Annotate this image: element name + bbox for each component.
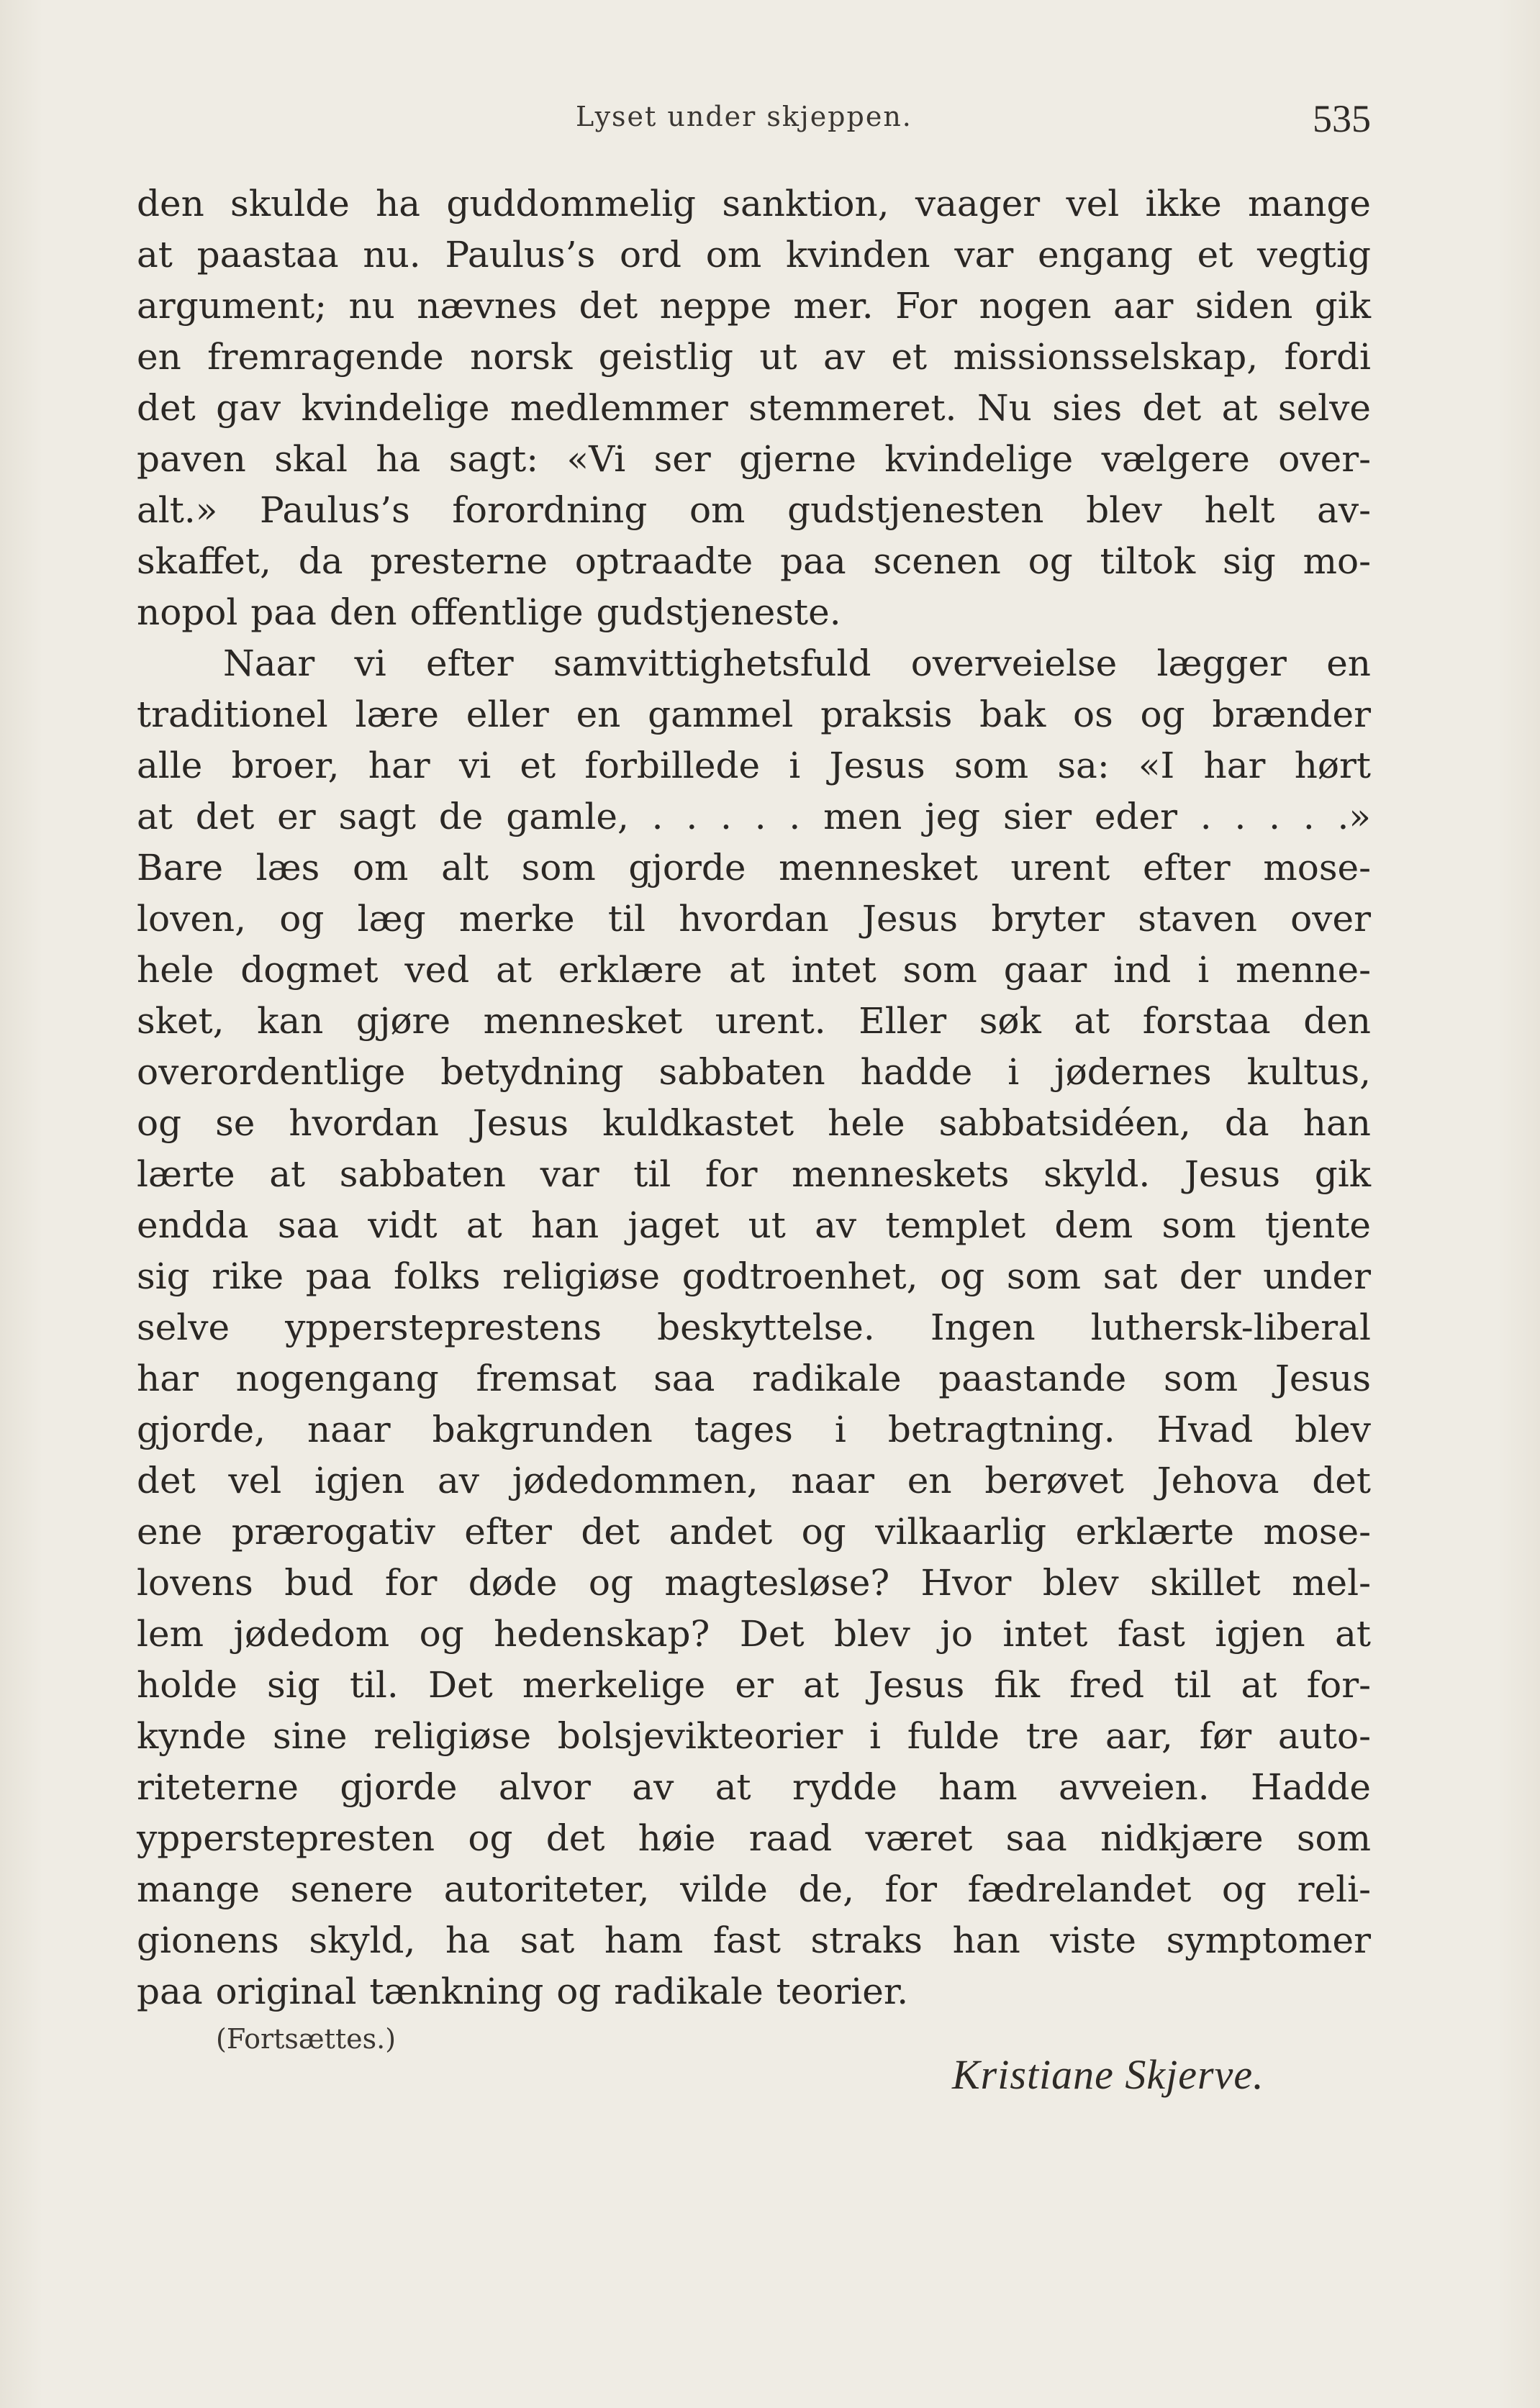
text-line: en fremragende norsk geistlig ut av et missionsselskap, fordi bbox=[137, 336, 1371, 378]
text-line: alt.» Paulus’s forordning om gudstjenesten blev helt av- bbox=[137, 489, 1371, 531]
page-number: 535 bbox=[1313, 97, 1371, 140]
text-line: riteterne gjorde alvor av at rydde ham avveien. Hadde bbox=[137, 1766, 1371, 1808]
text-line: argument; nu nævnes det neppe mer. For nogen aar siden gik bbox=[137, 285, 1371, 327]
text-line: loven, og læg merke til hvordan Jesus bryter staven over bbox=[137, 898, 1371, 940]
text-line: gjorde, naar bakgrunden tages i betragtning. Hvad blev bbox=[137, 1409, 1371, 1450]
text-line: alle broer, har vi et forbillede i Jesus som sa: «I har hørt bbox=[137, 745, 1371, 786]
text-line: sket, kan gjøre mennesket urent. Eller søk at forstaa den bbox=[137, 1000, 1371, 1042]
text-line: mange senere autoriteter, vilde de, for fædrelandet og reli- bbox=[137, 1868, 1371, 1910]
text-line: overordentlige betydning sabbaten hadde i jødernes kultus, bbox=[137, 1051, 1371, 1093]
text-line: selve yppersteprestens beskyttelse. Ingen luthersk-liberal bbox=[137, 1307, 1371, 1348]
text-line: kynde sine religiøse bolsjevikteorier i fulde tre aar, før auto- bbox=[137, 1715, 1371, 1757]
text-line: paven skal ha sagt: «Vi ser gjerne kvindelige vælgere over- bbox=[137, 438, 1371, 480]
page-header bbox=[137, 95, 1371, 145]
text-line: hele dogmet ved at erklære at intet som gaar ind i menne- bbox=[137, 949, 1371, 991]
text-line: har nogengang fremsat saa radikale paastande som Jesus bbox=[137, 1358, 1371, 1399]
text-line: at det er sagt de gamle, . . . . . men jeg sier eder . . . . .» bbox=[137, 796, 1371, 837]
text-line: at paastaa nu. Paulus’s ord om kvinden var engang et vegtig bbox=[137, 234, 1371, 276]
text-line: holde sig til. Det merkelige er at Jesus fik fred til at for- bbox=[137, 1664, 1371, 1706]
text-line: nopol paa den offentlige gudstjeneste. bbox=[137, 591, 841, 633]
text-line: det gav kvindelige medlemmer stemmeret. Nu sies det at selve bbox=[137, 387, 1371, 429]
text-line: gionens skyld, ha sat ham fast straks han viste symptomer bbox=[137, 1919, 1371, 1961]
text-line: paa original tænkning og radikale teorier. bbox=[137, 1971, 909, 2012]
text-line: og se hvordan Jesus kuldkastet hele sabbatsidéen, da han bbox=[137, 1102, 1371, 1144]
text-line: lem jødedom og hedenskap? Det blev jo intet fast igjen at bbox=[137, 1613, 1371, 1655]
continued-note: (Fortsættes.) bbox=[216, 2023, 397, 2055]
text-line: den skulde ha guddommelig sanktion, vaager vel ikke mange bbox=[137, 183, 1371, 224]
body-text bbox=[137, 178, 1371, 2017]
text-line: sig rike paa folks religiøse godtroenhet, og som sat der under bbox=[137, 1255, 1371, 1297]
text-line: lovens bud for døde og magtesløse? Hvor blev skillet mel- bbox=[137, 1562, 1371, 1604]
text-line: Naar vi efter samvittighetsfuld overveielse lægger en bbox=[223, 642, 1371, 684]
text-line: skaffet, da presterne optraadte paa scenen og tiltok sig mo- bbox=[137, 540, 1371, 582]
author-signature: Kristiane Skjerve. bbox=[952, 2051, 1264, 2098]
text-line: ene prærogativ efter det andet og vilkaarlig erklærte mose- bbox=[137, 1511, 1371, 1553]
running-head: Lyset under skjeppen. bbox=[576, 101, 912, 132]
text-line: endda saa vidt at han jaget ut av templet dem som tjente bbox=[137, 1204, 1371, 1246]
text-line: ypperstepresten og det høie raad været saa nidkjære som bbox=[137, 1817, 1371, 1859]
text-line: traditionel lære eller en gammel praksis bak os og brænder bbox=[137, 694, 1371, 735]
text-line: det vel igjen av jødedommen, naar en berøvet Jehova det bbox=[137, 1460, 1371, 1501]
text-line: lærte at sabbaten var til for menneskets skyld. Jesus gik bbox=[137, 1153, 1371, 1195]
text-line: Bare læs om alt som gjorde mennesket urent efter mose- bbox=[137, 847, 1371, 889]
